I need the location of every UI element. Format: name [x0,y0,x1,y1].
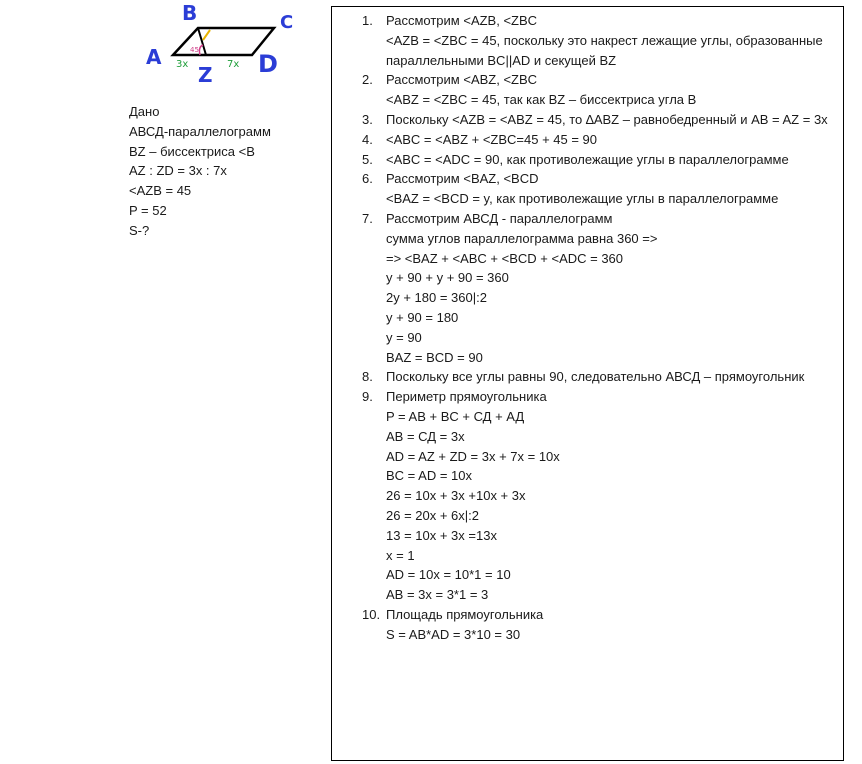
step-number: 4. [362,131,373,147]
step-number: 5. [362,151,373,167]
solution-step [362,70,832,110]
step-line: AD = AZ + ZD = 3x + 7x = 10x [386,448,560,464]
solution-steps [362,11,832,645]
vertex-label-a: A [146,45,162,69]
step-line: y + 90 + y + 90 = 360 [386,270,509,286]
solution-step [362,110,832,130]
step-line: 26 = 10x + 3x +10x + 3x [386,488,526,504]
vertex-label-d: D [258,50,278,78]
step-line: Рассмотрим АВСД - параллелограмм [386,210,613,226]
step-line: сумма углов параллелограмма равна 360 => [386,230,658,246]
step-line: <ABZ = <ZBC = 45, так как BZ – биссектриса угла B [386,92,697,108]
step-line: y + 90 = 180 [386,309,459,325]
vertex-label-c: C [280,12,294,33]
step-number: 10. [362,606,381,622]
solution-step [362,367,832,387]
step-number: 9. [362,389,373,405]
step-number: 7. [362,210,373,226]
step-number: 3. [362,111,373,127]
step-line: <ABC = <ABZ + <ZBC=45 + 45 = 90 [386,131,598,147]
parallelogram-sketch [140,0,300,86]
solution-step [362,209,832,367]
step-line: Рассмотрим <BAZ, <BCD [386,171,539,187]
step-line: => <BAZ + <ABC + <BCD + <ADC = 360 [386,250,624,266]
step-line: S = AB*AD = 3*10 = 30 [386,626,521,642]
step-line: AD = 10x = 10*1 = 10 [386,567,511,583]
solution-step [362,150,832,170]
step-line: x = 1 [386,547,415,563]
step-number: 2. [362,72,373,88]
step-line: BC = AD = 10x [386,468,472,484]
step-number: 8. [362,369,373,385]
solution-step [362,605,832,645]
bisector-mark [203,30,210,40]
given-line: S-? [129,222,150,238]
step-line: Поскольку все углы равны 90, следовательно АВСД – прямоугольник [386,369,805,385]
solution-step [362,169,832,209]
step-line: BAZ = BCD = 90 [386,349,483,365]
step-number: 6. [362,171,373,187]
step-line: 26 = 20x + 6x|:2 [386,507,479,523]
given-line: <AZB = 45 [129,183,192,199]
step-line: 13 = 10x + 3x =13x [386,527,497,543]
step-line: AB = СД = 3x [386,428,465,444]
step-line: AB = 3x = 3*1 = 3 [386,587,489,603]
solution-step [362,387,832,605]
vertex-label-b: B [182,1,198,25]
step-line: 2y + 180 = 360|:2 [386,290,487,306]
given-line: AZ : ZD = 3x : 7x [129,163,227,179]
step-line: <BAZ = <BCD = y, как противолежащие углы в параллелограмме [386,191,779,207]
step-number: 1. [362,13,373,28]
given-heading: Дано [129,104,160,119]
step-line: Рассмотрим <AZB, <ZBC [386,13,538,28]
step-line: P = AB + BC + СД + АД [386,408,525,424]
step-line: Рассмотрим <ABZ, <ZBC [386,72,538,88]
segment-label-zd: 7x [227,59,240,70]
given-section [129,102,271,241]
step-line: Поскольку <AZB = <ABZ = 45, то ∆ABZ – равнобедренный и AB = AZ = 3x [386,111,828,127]
given-line: АВСД-параллелограмм [129,123,271,139]
point-label-z: Z [198,63,213,86]
step-line: <ABC = <ADC = 90, как противолежащие углы в параллелограмме [386,151,789,167]
step-line: <AZB = <ZBC = 45, поскольку это накрест лежащие углы, образованные параллельными BC||AD и секущей BZ [386,32,823,68]
solution-box [331,6,844,761]
given-line: BZ – биссектриса <B [129,143,255,159]
step-line: y = 90 [386,329,422,345]
angle-value: 45 [190,46,199,54]
segment-label-az: 3x [176,59,189,70]
given-line: P = 52 [129,202,167,218]
step-line: Площадь прямоугольника [386,606,544,622]
solution-step [362,130,832,150]
solution-step [362,11,832,70]
step-line: Периметр прямоугольника [386,389,547,405]
